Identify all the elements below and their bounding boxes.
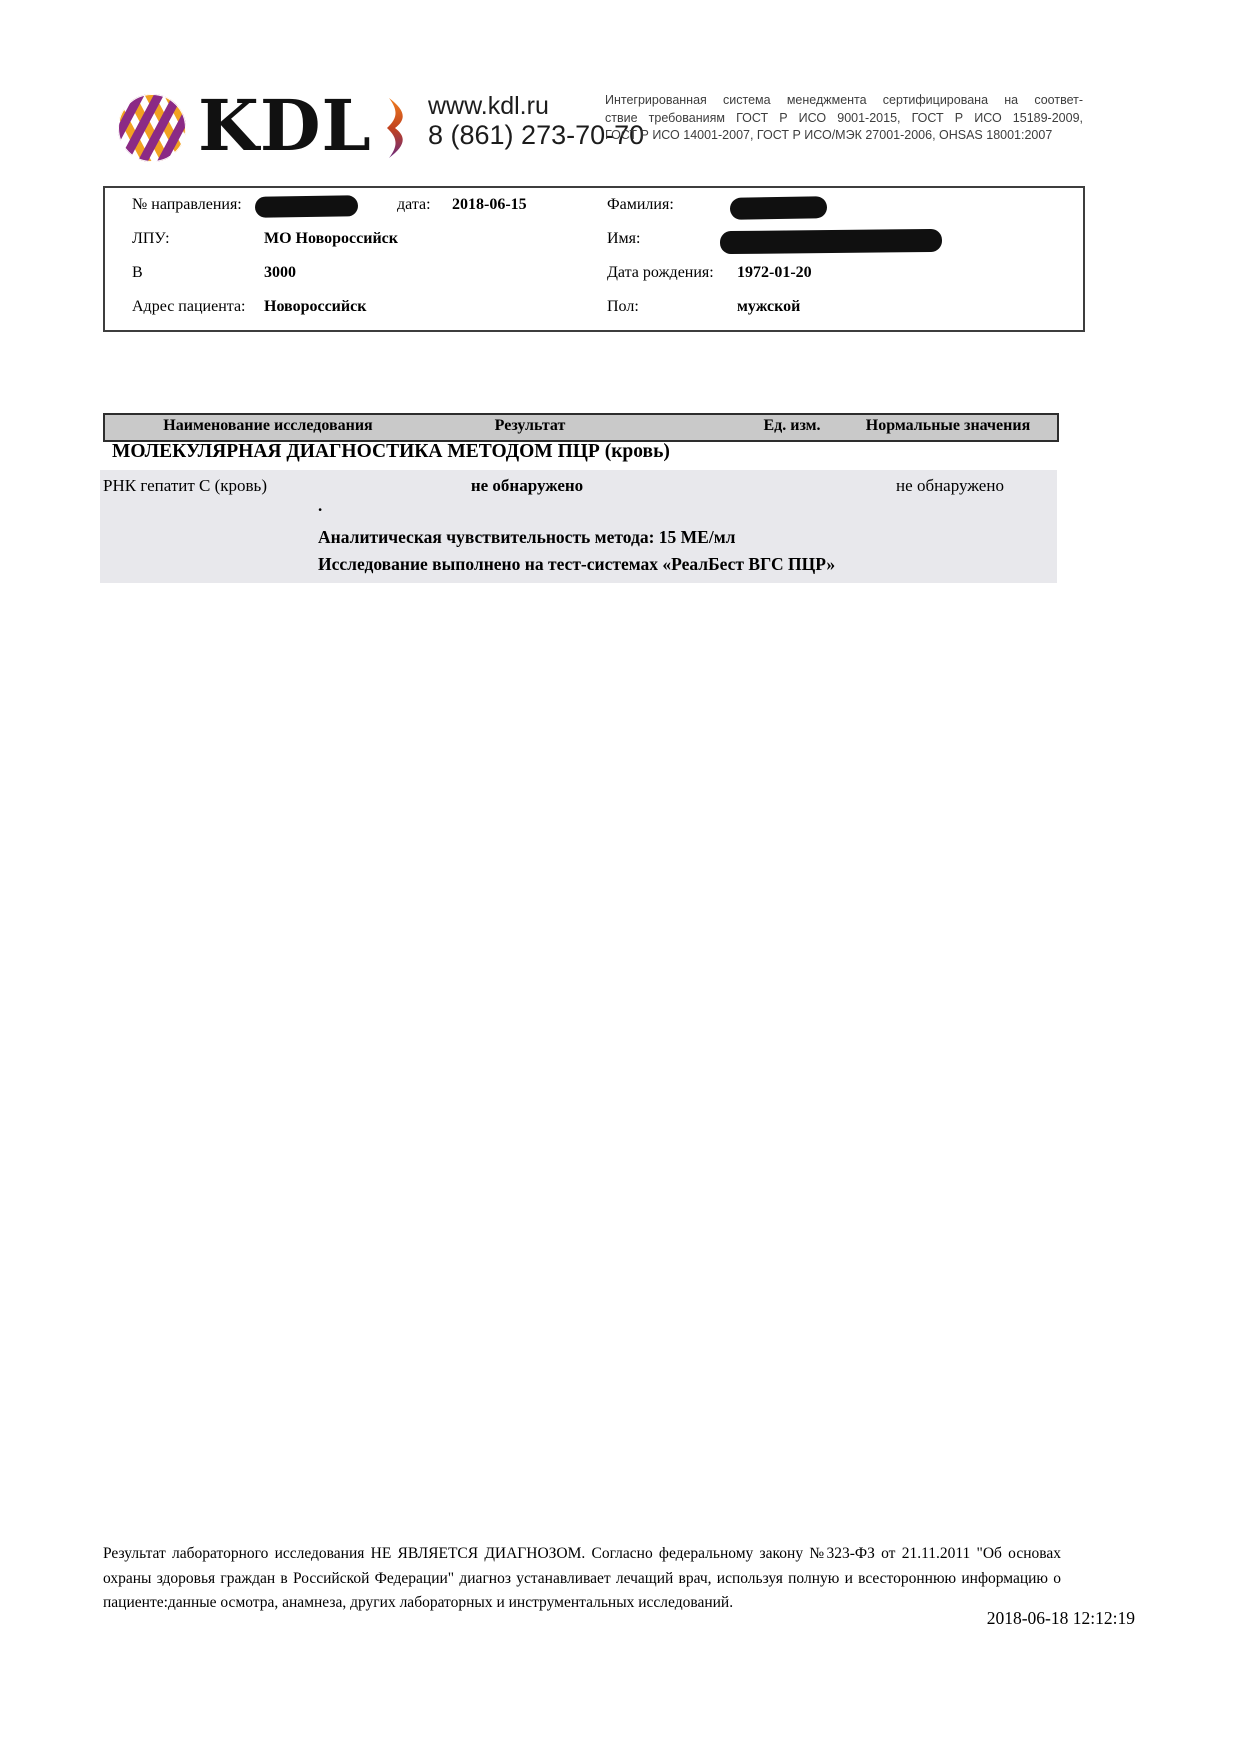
comment-sensitivity: Аналитическая чувствительность метода: 15 МЕ/мл [318,527,736,547]
normal-value: не обнаружено [896,476,1004,495]
date-value: 2018-06-15 [452,196,527,213]
v-label: В [132,264,143,281]
surname-label: Фамилия: [607,196,674,213]
certification-line: ГОСТ Р ИСО 14001-2007, ГОСТ Р ИСО/МЭК 27001-2006, OHSAS 18001:2007 [605,128,1053,142]
print-timestamp: 2018-06-18 12:12:19 [986,1608,1135,1628]
certification-text [605,92,1083,145]
referral-number-redaction [255,195,358,217]
lpu-value: МО Новороссийск [264,230,398,247]
birthdate-value: 1972-01-20 [737,264,812,281]
birthdate-label: Дата рождения: [607,264,714,281]
date-label: дата: [397,196,431,213]
name-label: Имя: [607,230,641,247]
comment-test-system: Исследование выполнено на тест-системах «РеалБест ВГС ПЦР» [318,554,836,574]
column-header-unit: Ед. изм. [763,417,821,434]
website-url: www.kdl.ru [428,92,549,120]
certification-line: ствие требованиям ГОСТ Р ИСО 9001-2015, ГОСТ Р ИСО 15189-2009, [605,110,1083,125]
disclaimer-text: Результат лабораторного исследования НЕ ЯВЛЯЕТСЯ ДИАГНОЗОМ. Согласно федеральному закону №323-ФЗ от 21.11.2011 "Об основах охраны здоровья граждан в Российской Федерации" диагноз устанавливает лечащий врач, используя полную и всестороннюю информацию о пациенте:данные осмотра, анамнеза, других лабораторных и инструментальных исследований. [103,1545,1061,1611]
referral-label: № направления: [132,196,242,213]
phone-number: 8 (861) 273-70-70 [428,120,645,150]
address-label: Адрес пациента: [132,298,246,315]
sex-value: мужской [737,298,801,315]
lpu-label: ЛПУ: [132,230,170,247]
kdl-swoosh-icon [386,97,412,164]
column-header-name: Наименование исследования [163,417,373,434]
surname-redaction [730,196,827,220]
test-name: РНК гепатит С (кровь) [103,476,267,495]
patient-info-box [103,186,1085,332]
test-result: не обнаружено [470,476,584,495]
column-header-normal: Нормальные значения [865,417,1031,434]
certification-line: Интегрированная система менеджмента сертифицирована на соответ- [605,93,1083,107]
v-value: 3000 [264,264,296,281]
address-value: Новороссийск [264,298,367,315]
name-redaction [720,229,942,254]
section-title: МОЛЕКУЛЯРНАЯ ДИАГНОСТИКА МЕТОДОМ ПЦР (кровь) [112,441,670,462]
results-table-header [103,413,1059,442]
sex-label: Пол: [607,298,639,315]
column-header-result: Результат [494,417,566,434]
kdl-logo-text: KDL [198,84,372,167]
result-dot: . [318,496,323,515]
kdl-globe-logo-icon [116,92,188,169]
